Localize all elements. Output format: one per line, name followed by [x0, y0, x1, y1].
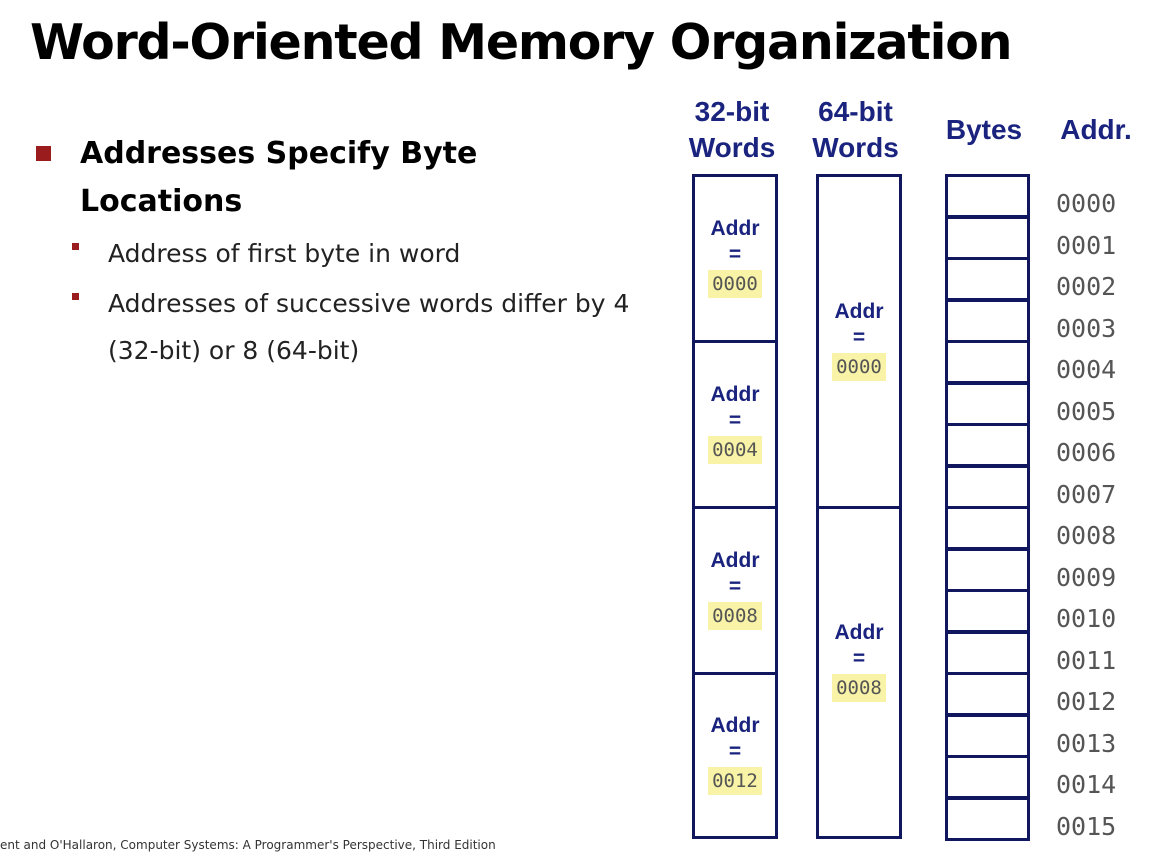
- byte-cell: [945, 755, 1030, 799]
- byte-address-label: 0008: [1056, 521, 1117, 550]
- byte-cell: [945, 506, 1030, 550]
- column-header-bytes: Bytes: [945, 114, 1023, 145]
- byte-cell: [945, 672, 1030, 716]
- byte-address-label: 0014: [1056, 770, 1117, 799]
- sub-bullet: [72, 230, 632, 277]
- byte-cell: [945, 340, 1030, 384]
- main-bullet: [36, 130, 596, 226]
- sub-bullet-text: Address of first byte in word: [108, 239, 461, 268]
- byte-cell: [945, 423, 1030, 467]
- word32-address-label: Addr = 0008: [692, 548, 778, 630]
- byte-cell: [945, 797, 1030, 841]
- column-header-32bit: 32-bit Words: [688, 96, 776, 163]
- byte-address-label: 0011: [1056, 645, 1117, 675]
- byte-address-label: 0013: [1056, 728, 1117, 758]
- sub-bullet: [72, 280, 632, 374]
- word64-address-label: Addr = 0008: [816, 620, 902, 702]
- byte-address-label: 0006: [1056, 438, 1117, 467]
- bullet-square-icon: [72, 293, 79, 300]
- byte-cell: [945, 631, 1030, 675]
- byte-address-label: 0009: [1056, 562, 1117, 592]
- byte-cell: [945, 216, 1030, 260]
- word64-address-label: Addr = 0000: [816, 299, 902, 381]
- byte-cell: [945, 589, 1030, 633]
- byte-address-label: 0001: [1056, 230, 1117, 260]
- column-header-addr: Addr.: [1060, 114, 1132, 145]
- word32-address-label: Addr = 0000: [692, 216, 778, 298]
- word32-address-value: 0012: [708, 767, 762, 795]
- word32-address-label: Addr = 0012: [692, 713, 778, 795]
- byte-address-label: 0002: [1056, 272, 1117, 301]
- byte-address-label: 0000: [1056, 189, 1117, 218]
- byte-address-label: 0007: [1056, 479, 1117, 509]
- byte-cell: [945, 714, 1030, 758]
- byte-cell: [945, 299, 1030, 343]
- sub-bullet-text: Addresses of successive words differ by 4 (32-bit) or 8 (64-bit): [108, 289, 630, 365]
- word32-address-value: 0008: [708, 602, 762, 630]
- word64-address-value: 0000: [832, 353, 886, 381]
- main-bullet-text: Addresses Specify Byte Locations: [80, 136, 478, 219]
- word32-address-value: 0000: [708, 270, 762, 298]
- byte-cell: [945, 465, 1030, 509]
- column-header-64bit: 64-bit Words: [812, 96, 899, 163]
- bullet-square-icon: [36, 146, 51, 161]
- byte-cell: [945, 174, 1030, 218]
- byte-address-label: 0004: [1056, 355, 1117, 384]
- byte-address-label: 0015: [1056, 811, 1117, 841]
- word64-address-value: 0008: [832, 674, 886, 702]
- byte-address-label: 0010: [1056, 604, 1117, 633]
- byte-cell: [945, 257, 1030, 301]
- byte-cell: [945, 548, 1030, 592]
- byte-cell: [945, 382, 1030, 426]
- word32-address-value: 0004: [708, 436, 762, 464]
- word32-address-label: Addr = 0004: [692, 382, 778, 464]
- byte-address-label: 0005: [1056, 396, 1117, 426]
- byte-address-label: 0003: [1056, 313, 1117, 343]
- byte-address-label: 0012: [1056, 687, 1117, 716]
- footer-citation: ent and O'Hallaron, Computer Systems: A Programmer's Perspective, Third Edition: [0, 838, 496, 852]
- slide-title: Word-Oriented Memory Organization: [30, 14, 1012, 71]
- bullet-square-icon: [72, 243, 79, 250]
